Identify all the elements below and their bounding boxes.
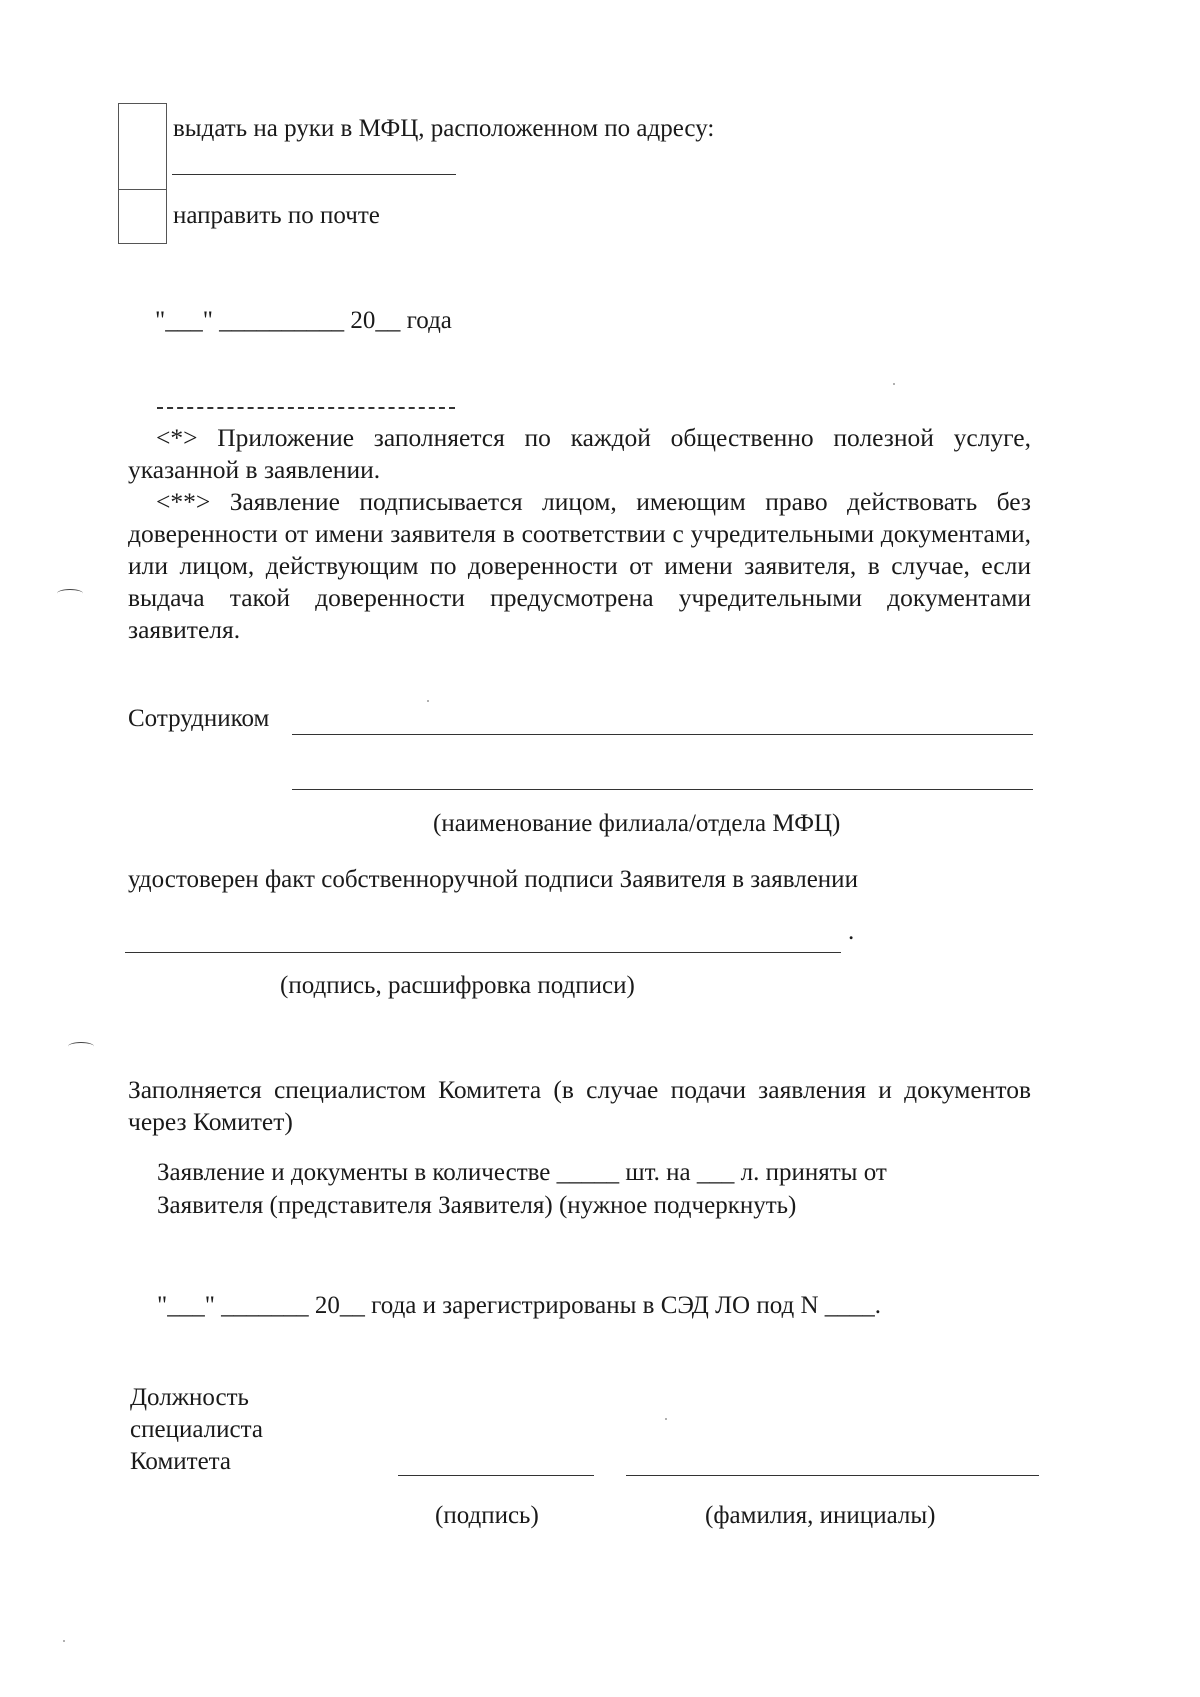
position-label-3: Комитета	[130, 1448, 232, 1475]
position-label-2: специалиста	[130, 1416, 263, 1443]
committee-heading: Заполняется специалистом Комитета (в случае подачи заявления и документов через Комитет)	[128, 1075, 1031, 1136]
branch-caption: (наименование филиала/отдела МФЦ)	[433, 810, 841, 837]
date-line: "___" __________ 20__ года	[155, 307, 452, 334]
signature-caption: (подпись, расшифровка подписи)	[280, 972, 635, 999]
scan-mark	[57, 589, 83, 598]
signature-caption-committee: (подпись)	[435, 1502, 539, 1529]
scan-mark	[68, 1042, 94, 1051]
position-label-1: Должность	[130, 1384, 249, 1411]
certified-signature-line	[125, 952, 841, 953]
option-mfc-label: выдать на руки в МФЦ, расположенном по адресу:	[173, 115, 715, 142]
trailing-dot: .	[848, 918, 855, 945]
checkbox-mfc[interactable]	[118, 103, 167, 191]
employee-label: Сотрудником	[128, 705, 270, 732]
scan-speck	[63, 1640, 65, 1642]
scan-speck	[665, 1418, 667, 1420]
received-line-2: Заявителя (представителя Заявителя) (нужное подчеркнуть)	[157, 1192, 797, 1219]
footnote-1: <*> Приложение заполняется по каждой общественно полезной услуге, указанной в заявлении.	[128, 423, 1031, 484]
footnote-separator	[157, 407, 455, 409]
scan-speck	[427, 700, 429, 702]
option-post-label: направить по почте	[173, 202, 380, 229]
specialist-name-line	[626, 1475, 1039, 1476]
employee-branch-line	[292, 789, 1033, 790]
mfc-address-line	[172, 174, 456, 175]
certified-text: удостоверен факт собственноручной подписи Заявителя в заявлении	[128, 866, 858, 893]
scan-speck	[893, 383, 895, 385]
registration-date-line: "___" _______ 20__ года и зарегистрированы в СЭД ЛО под N ____.	[157, 1292, 882, 1319]
received-line-1: Заявление и документы в количестве _____ шт. на ___ л. приняты от	[157, 1159, 887, 1186]
checkbox-post[interactable]	[118, 189, 167, 244]
specialist-signature-line	[398, 1475, 594, 1476]
footnote-2: <**> Заявление подписывается лицом, имеющим право действовать без доверенности от имени заявителя в соответствии с учредительными документами, или лицом, действующим по доверенности от имени заявителя, в случае, если выдача такой доверенности предусмотрена учредительными документами заявителя.	[128, 487, 1031, 644]
employee-name-line	[292, 734, 1033, 735]
name-caption-committee: (фамилия, инициалы)	[705, 1502, 936, 1529]
